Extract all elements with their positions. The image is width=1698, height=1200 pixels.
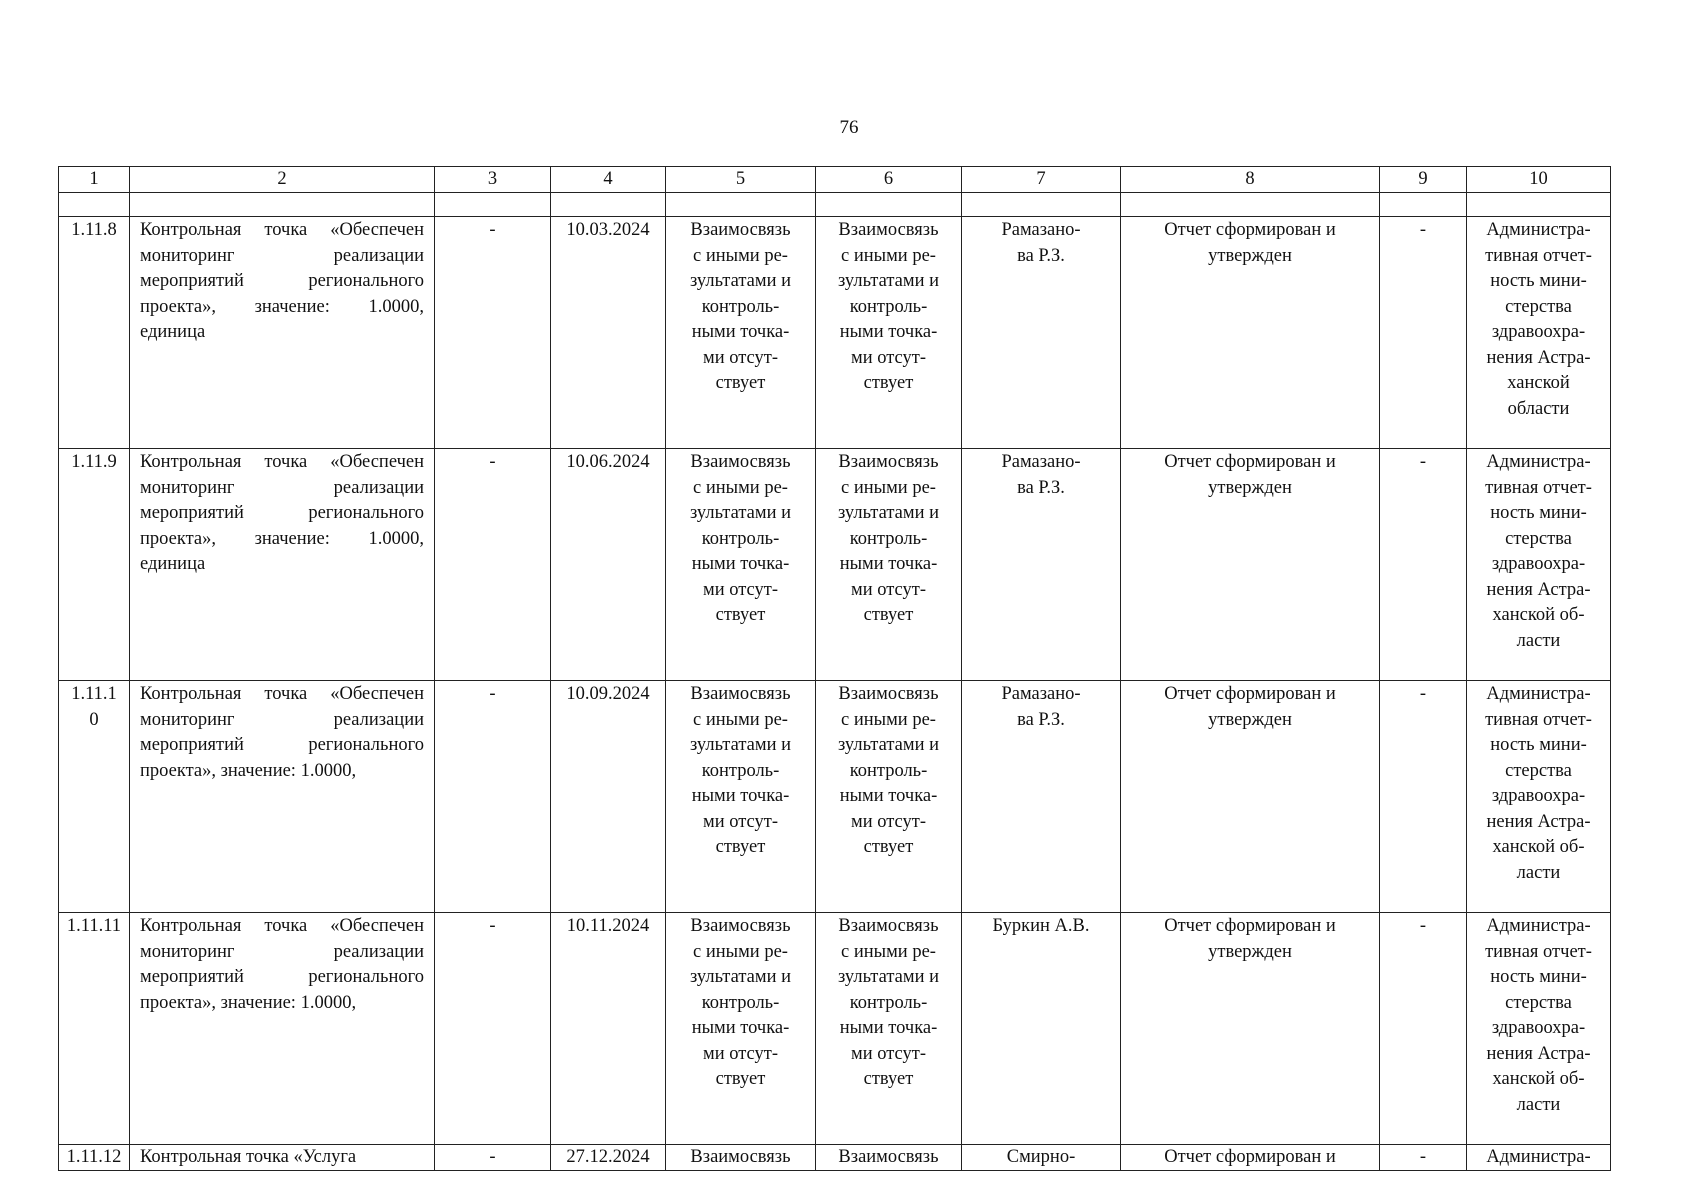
column-number-8: 8: [1121, 167, 1380, 193]
relationship-cell: [666, 681, 816, 913]
relationship-line: Взаимосвязь: [838, 220, 939, 240]
source-line: Администра-: [1486, 452, 1591, 472]
column-number-4: 4: [551, 167, 666, 193]
relationship-line: ми отсут-: [850, 1043, 926, 1064]
row-id-cell: [59, 913, 130, 1145]
source-line: ласти: [1516, 1094, 1561, 1115]
column-number-1: 1: [59, 167, 130, 193]
document-line: утвержден: [1208, 941, 1292, 962]
empty-cell: [1467, 193, 1611, 217]
column-9-cell: [1380, 681, 1467, 913]
source-line: ность мини-: [1490, 735, 1587, 755]
responsible-cell: [962, 681, 1121, 913]
relationship-line: контроль-: [701, 992, 780, 1013]
responsible-line: ва Р.З.: [1017, 709, 1065, 730]
row-id-line: 1.11.1: [71, 684, 117, 704]
relationship-line: ными точка-: [839, 322, 938, 342]
source-cell: [1467, 449, 1611, 681]
relationship-line: с иными ре-: [693, 245, 788, 266]
source-cell: [1467, 913, 1611, 1145]
relationship-line: ствует: [715, 605, 766, 625]
responsible-cell: [962, 1145, 1121, 1171]
source-line: ханской об-: [1492, 837, 1585, 857]
relationship-cell-2: [816, 681, 962, 913]
relationship-line: ми отсут-: [702, 347, 778, 368]
empty-cell: [435, 193, 551, 217]
source-line: тивная отчет-: [1485, 709, 1592, 730]
source-line: тивная отчет-: [1485, 941, 1592, 962]
empty-cell: [551, 193, 666, 217]
row-name: Контрольная точка «Обеспечен мониторинг реализации мероприятий регионального проекта», значение: 1.0000,: [140, 916, 424, 1013]
source-line: ханской: [1507, 373, 1570, 393]
column-9-value: -: [1419, 684, 1427, 704]
column-9-cell: [1380, 1145, 1467, 1171]
document-cell: [1121, 449, 1380, 681]
responsible-line: Рамазано-: [1001, 452, 1081, 472]
relationship-line: ными точка-: [839, 1018, 938, 1038]
relationship-line: ствует: [715, 1069, 766, 1089]
column-3-cell: [435, 449, 551, 681]
column-number-3: 3: [435, 167, 551, 193]
document-line: утвержден: [1208, 477, 1292, 498]
column-number-7: 7: [962, 167, 1121, 193]
relationship-line: ствует: [715, 837, 766, 857]
relationship-line: зультатами и: [837, 271, 940, 291]
responsible-line: Буркин А.В.: [992, 916, 1090, 936]
date-cell: [551, 449, 666, 681]
row-id-cell: [59, 681, 130, 913]
column-3-cell: [435, 913, 551, 1145]
relationship-line: контроль-: [849, 528, 928, 549]
document-cell: [1121, 913, 1380, 1145]
source-cell: [1467, 681, 1611, 913]
column-number-row: [59, 167, 1611, 193]
empty-cell: [130, 193, 435, 217]
source-line: стерства: [1505, 760, 1572, 781]
table-row: [59, 681, 1611, 913]
source-line: здравоохра-: [1491, 786, 1586, 806]
relationship-line: ми отсут-: [850, 579, 926, 600]
source-line: ханской об-: [1492, 605, 1585, 625]
source-line: нения Астра-: [1486, 347, 1591, 368]
empty-cell: [1380, 193, 1467, 217]
document-line: утвержден: [1208, 709, 1292, 730]
relationship-line: зультатами и: [689, 503, 792, 523]
source-line: здравоохра-: [1491, 1018, 1586, 1038]
column-3-cell: [435, 681, 551, 913]
relationship-line: ными точка-: [839, 786, 938, 806]
responsible-cell: [962, 913, 1121, 1145]
relationship-line: Взаимосвязь: [690, 916, 791, 936]
row-id: 1.11.9: [71, 452, 117, 472]
source-line: Администра-: [1486, 1147, 1591, 1167]
source-line: ность мини-: [1490, 967, 1587, 987]
relationship-cell: [666, 217, 816, 449]
source-line: Администра-: [1486, 916, 1591, 936]
column-9-value: -: [1419, 916, 1427, 936]
relationship-cell-2: [816, 913, 962, 1145]
column-number-6: 6: [816, 167, 962, 193]
relationship-cell: [666, 913, 816, 1145]
document-cell: [1121, 1145, 1380, 1171]
date-value: 10.11.2024: [566, 916, 650, 936]
source-line: области: [1507, 398, 1570, 419]
row-id: 1.11.12: [66, 1147, 122, 1167]
document-line: Отчет сформирован и: [1164, 684, 1336, 704]
table-row: [59, 913, 1611, 1145]
column-9-cell: [1380, 449, 1467, 681]
relationship-line: ными точка-: [691, 322, 790, 342]
column-3-value: -: [489, 1147, 496, 1167]
row-name-cell: [130, 681, 435, 913]
relationship-line: ствует: [863, 373, 914, 393]
date-value: 10.09.2024: [566, 684, 650, 704]
relationship-line: Взаимосвязь: [690, 220, 791, 240]
row-id-cell: [59, 449, 130, 681]
column-3-value: -: [489, 684, 496, 704]
source-line: стерства: [1505, 992, 1572, 1013]
empty-cell: [962, 193, 1121, 217]
relationship-line: с иными ре-: [841, 245, 936, 266]
document-line: Отчет сформирован и: [1164, 220, 1336, 240]
relationship-line: Взаимосвязь: [838, 916, 939, 936]
relationship-line: зультатами и: [689, 735, 792, 755]
date-cell: [551, 913, 666, 1145]
relationship-cell: [666, 449, 816, 681]
relationship-line: Взаимосвязь: [690, 452, 791, 472]
relationship-line: ствует: [863, 1069, 914, 1089]
control-points-table: [58, 166, 1611, 1171]
column-9-cell: [1380, 913, 1467, 1145]
column-number-9: 9: [1380, 167, 1467, 193]
source-line: ность мини-: [1490, 503, 1587, 523]
relationship-line: зультатами и: [689, 967, 792, 987]
empty-cell: [816, 193, 962, 217]
row-id: 1.11.8: [71, 220, 117, 240]
table-row: [59, 449, 1611, 681]
responsible-line: Смирно-: [1006, 1147, 1076, 1167]
relationship-line: Взаимосвязь: [690, 684, 791, 704]
column-9-value: -: [1419, 1147, 1427, 1167]
column-3-value: -: [489, 452, 496, 472]
relationship-cell-2: [816, 217, 962, 449]
responsible-cell: [962, 449, 1121, 681]
relationship-cell-2: [816, 1145, 962, 1171]
source-line: здравоохра-: [1491, 322, 1586, 342]
relationship-line: Взаимосвязь: [838, 684, 939, 704]
relationship-line: зультатами и: [837, 735, 940, 755]
source-line: стерства: [1505, 296, 1572, 317]
row-name: Контрольная точка «Обеспечен мониторинг реализации мероприятий регионального проекта», значение: 1.0000, единица: [140, 220, 424, 342]
relationship-line: ствует: [863, 605, 914, 625]
relationship-line: зультатами и: [837, 967, 940, 987]
responsible-line: ва Р.З.: [1017, 245, 1065, 266]
empty-row: [59, 193, 1611, 217]
column-9-cell: [1380, 217, 1467, 449]
empty-cell: [1121, 193, 1380, 217]
source-line: Администра-: [1486, 684, 1591, 704]
relationship-cell: [666, 1145, 816, 1171]
document-line: утвержден: [1208, 245, 1292, 266]
document-cell: [1121, 217, 1380, 449]
date-value: 27.12.2024: [566, 1147, 650, 1167]
relationship-line: Взаимосвязь: [838, 1147, 939, 1167]
relationship-line: контроль-: [849, 296, 928, 317]
source-line: здравоохра-: [1491, 554, 1586, 574]
relationship-line: ными точка-: [691, 786, 790, 806]
relationship-line: ными точка-: [691, 1018, 790, 1038]
column-number-2: 2: [130, 167, 435, 193]
source-line: тивная отчет-: [1485, 477, 1592, 498]
row-name: Контрольная точка «Обеспечен мониторинг реализации мероприятий регионального проекта», значение: 1.0000, единица: [140, 452, 424, 574]
relationship-line: ми отсут-: [850, 347, 926, 368]
relationship-line: зультатами и: [837, 503, 940, 523]
date-cell: [551, 217, 666, 449]
source-line: тивная отчет-: [1485, 245, 1592, 266]
relationship-line: ми отсут-: [702, 1043, 778, 1064]
source-line: Администра-: [1486, 220, 1591, 240]
relationship-cell-2: [816, 449, 962, 681]
source-line: нения Астра-: [1486, 1043, 1591, 1064]
empty-cell: [59, 193, 130, 217]
relationship-line: ми отсут-: [702, 811, 778, 832]
date-value: 10.06.2024: [566, 452, 650, 472]
source-line: ханской об-: [1492, 1069, 1585, 1089]
relationship-line: контроль-: [701, 528, 780, 549]
empty-cell: [666, 193, 816, 217]
relationship-line: Взаимосвязь: [690, 1147, 791, 1167]
column-3-cell: [435, 1145, 551, 1171]
document-line: Отчет сформирован и: [1164, 916, 1336, 936]
relationship-line: с иными ре-: [693, 709, 788, 730]
date-value: 10.03.2024: [566, 220, 650, 240]
column-number-10: 10: [1467, 167, 1611, 193]
source-line: ласти: [1516, 630, 1561, 651]
column-9-value: -: [1419, 220, 1427, 240]
responsible-line: Рамазано-: [1001, 220, 1081, 240]
date-cell: [551, 681, 666, 913]
relationship-line: с иными ре-: [693, 477, 788, 498]
relationship-line: Взаимосвязь: [838, 452, 939, 472]
source-cell: [1467, 1145, 1611, 1171]
row-name-cell: [130, 449, 435, 681]
row-id: 1.11.11: [66, 916, 122, 936]
source-cell: [1467, 217, 1611, 449]
responsible-line: Рамазано-: [1001, 684, 1081, 704]
relationship-line: ствует: [715, 373, 766, 393]
responsible-cell: [962, 217, 1121, 449]
document-line: Отчет сформирован и: [1164, 452, 1336, 472]
responsible-line: ва Р.З.: [1017, 477, 1065, 498]
relationship-line: контроль-: [701, 296, 780, 317]
row-name-cell: [130, 217, 435, 449]
relationship-line: ными точка-: [691, 554, 790, 574]
row-name-cell: [130, 913, 435, 1145]
table-row: [59, 1145, 1611, 1171]
relationship-line: контроль-: [701, 760, 780, 781]
relationship-line: с иными ре-: [841, 477, 936, 498]
relationship-line: контроль-: [849, 760, 928, 781]
column-3-value: -: [489, 916, 496, 936]
column-3-cell: [435, 217, 551, 449]
source-line: стерства: [1505, 528, 1572, 549]
source-line: ность мини-: [1490, 271, 1587, 291]
column-9-value: -: [1419, 452, 1427, 472]
date-cell: [551, 1145, 666, 1171]
relationship-line: ствует: [863, 837, 914, 857]
source-line: нения Астра-: [1486, 811, 1591, 832]
relationship-line: зультатами и: [689, 271, 792, 291]
source-line: ласти: [1516, 862, 1561, 883]
table-row: [59, 217, 1611, 449]
source-line: нения Астра-: [1486, 579, 1591, 600]
row-id-cell: [59, 1145, 130, 1171]
row-id-line: 0: [89, 709, 99, 730]
relationship-line: контроль-: [849, 992, 928, 1013]
document-line: Отчет сформирован и: [1164, 1147, 1336, 1167]
row-id-cell: [59, 217, 130, 449]
relationship-line: ми отсут-: [702, 579, 778, 600]
row-name: Контрольная точка «Обеспечен мониторинг реализации мероприятий регионального проекта», значение: 1.0000,: [140, 684, 424, 781]
page-number: 76: [839, 117, 859, 138]
relationship-line: ми отсут-: [850, 811, 926, 832]
relationship-line: с иными ре-: [693, 941, 788, 962]
document-cell: [1121, 681, 1380, 913]
column-number-5: 5: [666, 167, 816, 193]
relationship-line: с иными ре-: [841, 941, 936, 962]
column-3-value: -: [489, 220, 496, 240]
relationship-line: ными точка-: [839, 554, 938, 574]
row-name-cell: [130, 1145, 435, 1171]
relationship-line: с иными ре-: [841, 709, 936, 730]
row-name: Контрольная точка «Услуга: [140, 1147, 357, 1167]
